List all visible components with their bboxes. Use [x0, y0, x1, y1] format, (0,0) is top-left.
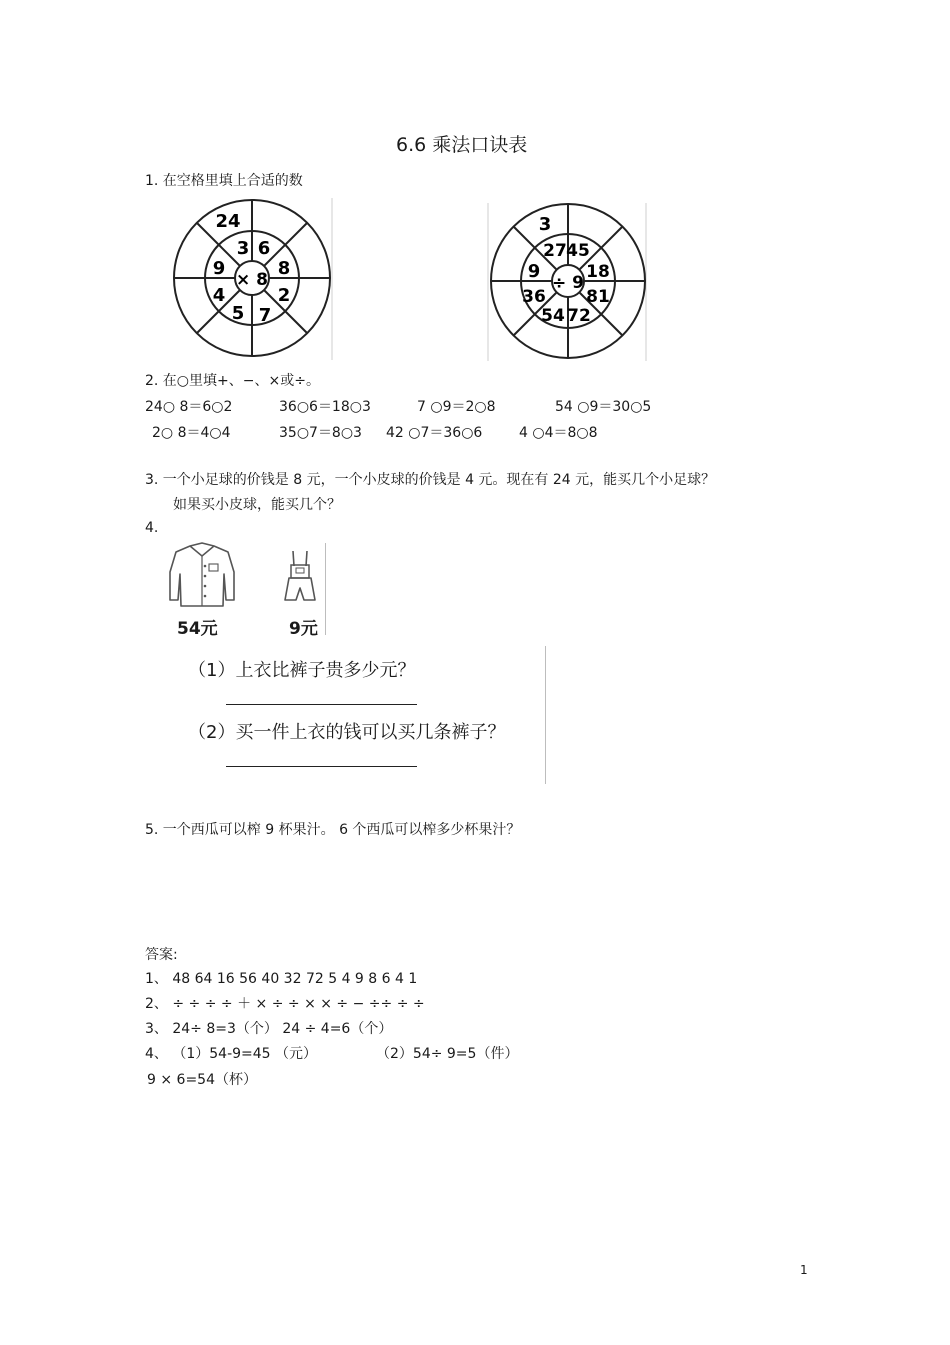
wheel1-inner-3: 2 — [277, 285, 291, 306]
question-4-sub-1: （1）上衣比裤子贵多少元？ — [188, 660, 416, 681]
wheel2-outer-6: 36 — [522, 287, 546, 307]
q2-row2-item-1: 2○ 8＝4○4 — [152, 425, 231, 441]
wheel1-inner-0: 3 — [236, 238, 250, 259]
image-edge — [325, 543, 326, 635]
shirt-price: 54元 — [177, 619, 218, 639]
answer-line-2[interactable] — [226, 766, 417, 767]
wheel1-inner-1: 6 — [257, 238, 271, 259]
wheel1-inner-7: 9 — [212, 258, 226, 279]
q2-row2-item-3: 42 ○7＝36○6 — [386, 425, 483, 441]
wheel2-outer-2: 18 — [586, 262, 610, 282]
image-edge-2 — [545, 646, 546, 784]
wheel2-outer-5: 54 — [541, 306, 565, 326]
question-4-sub-2: （2）买一件上衣的钱可以买几条裤子？ — [188, 722, 506, 743]
q2-row1-item-4: 54 ○9＝30○5 — [555, 399, 652, 415]
wheel2-outer-1: 45 — [566, 241, 590, 261]
wheel1-inner-6: 4 — [212, 285, 226, 306]
wheel1-inner-2: 8 — [277, 258, 291, 279]
wheel2-outer-0: 3 — [538, 214, 552, 235]
wheel2-outer-3: 81 — [586, 287, 610, 307]
answers-header: 答案: — [145, 947, 178, 963]
wheel1-center: × 8 — [236, 270, 268, 290]
answer-4-part-2: （2）54÷ 9=5（件） — [376, 1046, 519, 1062]
shirt-icon — [166, 540, 238, 610]
wheel1-inner-5: 5 — [231, 303, 245, 324]
q2-row1-item-1: 24○ 8＝6○2 — [145, 399, 233, 415]
wheel2-outer-7: 27 — [543, 241, 567, 261]
q2-row2-item-2: 35○7＝8○3 — [279, 425, 362, 441]
answer-4-part-1: 4、 （1）54-9=45 （元） — [145, 1046, 318, 1062]
answer-line-1[interactable] — [226, 704, 417, 705]
q2-row2-item-4: 4 ○4＝8○8 — [519, 425, 598, 441]
pants-price: 9元 — [289, 619, 318, 639]
question-2-label: 2. 在○里填+、−、×或÷。 — [145, 373, 320, 389]
wheel2-center: ÷ 9 — [552, 273, 584, 293]
page-number: 1 — [800, 1263, 808, 1277]
question-1-label: 1. 在空格里填上合适的数 — [145, 173, 303, 189]
question-3-line-2: 如果买小皮球，能买几个？ — [173, 497, 341, 513]
answer-5: 9 × 6=54（杯） — [147, 1072, 257, 1088]
wheel2-outer-4: 72 — [567, 306, 591, 326]
question-4-label: 4. — [145, 520, 159, 536]
question-3-line-1: 3. 一个小足球的价钱是 8 元，一个小皮球的价钱是 4 元。现在有 24 元，能买几个小足球？ — [145, 472, 716, 488]
wheel2-inner-0: 9 — [527, 261, 541, 282]
overalls-icon — [280, 548, 320, 604]
division-wheel — [487, 203, 649, 361]
wheel1-outer-0: 24 — [215, 211, 241, 232]
wheel1-inner-4: 7 — [258, 305, 272, 326]
answer-2: 2、 ÷ ÷ ÷ ÷ ＋ × ÷ ÷ × × ÷ − ÷÷ ÷ ÷ — [145, 996, 425, 1012]
q2-row1-item-3: 7 ○9＝2○8 — [417, 399, 496, 415]
q2-row1-item-2: 36○6＝18○3 — [279, 399, 371, 415]
multiplication-wheel — [170, 198, 335, 360]
question-5: 5. 一个西瓜可以榨 9 杯果汁。 6 个西瓜可以榨多少杯果汁？ — [145, 822, 521, 838]
answer-3: 3、 24÷ 8=3（个） 24 ÷ 4=6（个） — [145, 1021, 393, 1037]
answer-1: 1、 48 64 16 56 40 32 72 5 4 9 8 6 4 1 — [145, 971, 418, 987]
page-title: 6.6 乘法口诀表 — [396, 134, 528, 156]
